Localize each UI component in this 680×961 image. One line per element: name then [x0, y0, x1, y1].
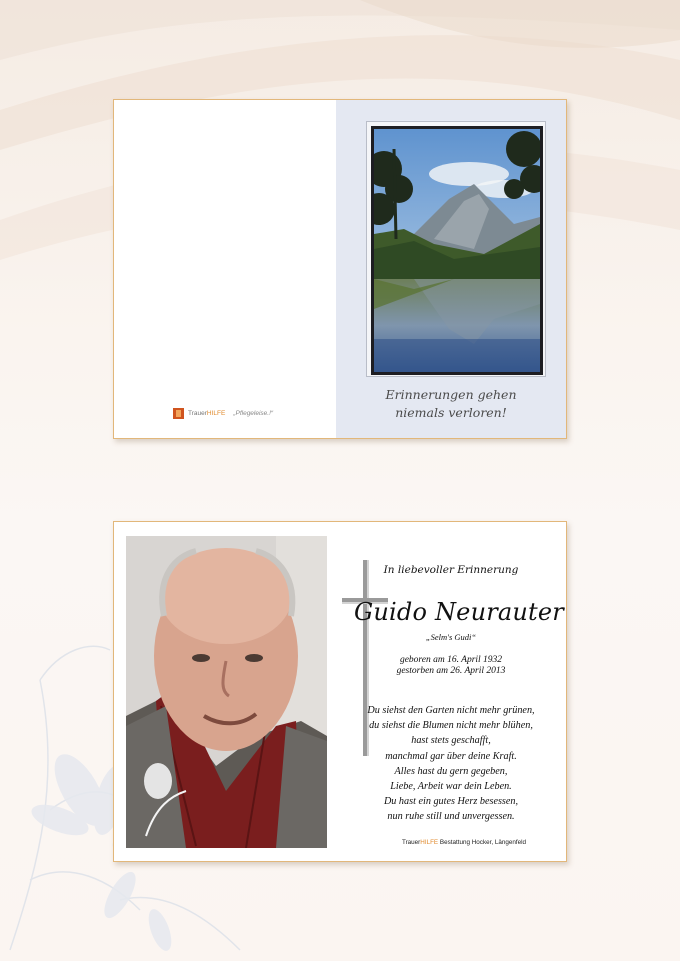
death-date: gestorben am 26. April 2013 [396, 666, 506, 676]
front-card [113, 99, 567, 439]
quote-line-1: Erinnerungen gehen [385, 387, 517, 402]
funeral-home-footer: TrauerHILFE Bestattung Hocker, Längenfeld [401, 839, 527, 846]
poem-line: du siehst die Blumen nicht mehr blühen, [369, 720, 533, 732]
memorial-poem [340, 703, 562, 825]
life-dates [340, 655, 562, 677]
picture-frame [366, 121, 546, 377]
portrait-photo [126, 536, 327, 848]
front-card-back-page [114, 100, 336, 438]
front-card-cover [336, 100, 566, 438]
memorial-heading: In liebevoller Erinnerung [383, 564, 519, 576]
brand-slogan: „Pflegeleise.!“ [233, 410, 274, 417]
brand-row [173, 408, 273, 419]
poem-line: hast stets geschafft, [411, 735, 491, 747]
landscape-image [371, 126, 543, 375]
inner-card [113, 521, 567, 862]
poem-line: Du hast ein gutes Herz besessen, [383, 796, 519, 808]
poem-line: Alles hast du gern gegeben, [394, 765, 508, 777]
poem-line: manchmal gar über deine Kraft. [385, 750, 517, 762]
deceased-name: Guido Neurauter [354, 598, 564, 626]
quote-line-2: niemals verloren! [395, 405, 507, 420]
poem-line: Du siehst den Garten nicht mehr grünen, [367, 705, 535, 716]
poem-line: nun ruhe still und unvergessen. [387, 811, 515, 823]
brand-name: TrauerHILFE [188, 410, 226, 417]
deceased-nickname: „Selm's Gudi“ [425, 632, 477, 642]
poem-line: Liebe, Arbeit war dein Leben. [390, 781, 512, 793]
birth-date: geboren am 16. April 1932 [399, 655, 503, 665]
trauerhilfe-logo-icon [173, 408, 184, 419]
front-quote [336, 386, 566, 422]
